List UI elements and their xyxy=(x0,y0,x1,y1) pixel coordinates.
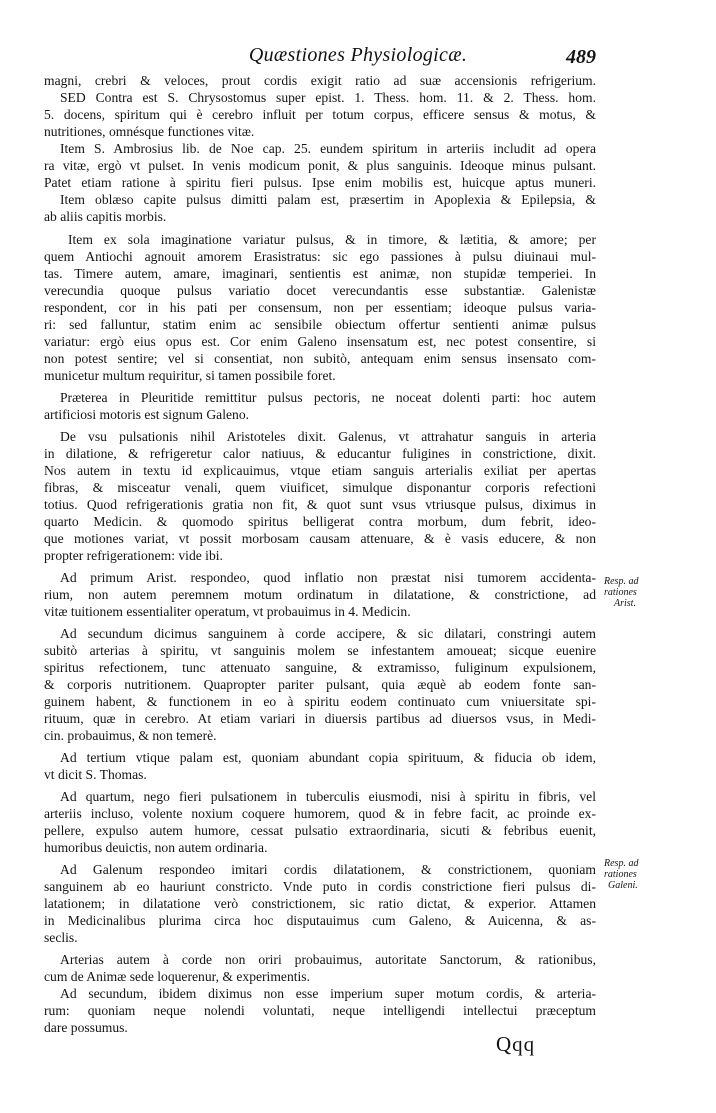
running-header: Quæstiones Physiologicæ. xyxy=(248,44,468,66)
text-line: Ad tertium vtique palam est, quoniam abundant copia spirituum, & fiducia ob idem, xyxy=(60,750,596,765)
text-line: Item S. Ambrosius lib. de Noe cap. 25. eundem spiritum in arteriis includit ad opera xyxy=(60,141,596,156)
text-line: variatur: ergò eius opus est. Cor enim Galeno insensatum est, nec potest consentire, si xyxy=(44,334,596,349)
text-line: Ad quartum, nego fieri pulsationem in tuberculis eiusmodi, nisi à spiritu in fibris, vel xyxy=(60,789,596,804)
text-line: Patet etiam ratione à spiritu fieri pulsus. Ipse enim mobilis est, huicque aptus muneri. xyxy=(44,175,596,190)
text-line: respondent, cor in his pati per consensum, non per essentiam; ideoque pulsus varia- xyxy=(44,300,596,315)
margin-note-line: Arist. xyxy=(614,598,636,609)
text-line: Ad primum Arist. respondeo, quod inflatio non præstat nisi tumorem accidenta- xyxy=(60,570,596,585)
text-line: artificiosi motoris est signum Galeno. xyxy=(44,407,250,422)
margin-note-galeni xyxy=(604,858,704,891)
text-line: que motiones variat, vt possit morbosam causam attenuare, & è vasis educere, & non xyxy=(44,531,596,546)
text-line: dare possumus. xyxy=(44,1020,128,1035)
text-line: latationem; in dilatatione verò constrictionem, sic ratio dictat, & experior. Attamen xyxy=(44,896,596,911)
signature-mark: Qqq xyxy=(496,1032,536,1056)
text-line: Ad Galenum respondeo imitari cordis dilatationem, & constrictionem, quoniam xyxy=(60,862,596,877)
text-line: seclis. xyxy=(44,930,78,945)
text-line: Ad secundum, ibidem diximus non esse imperium super motum cordis, & arteria- xyxy=(60,986,596,1001)
text-line: ra vitæ, ergò vt pulset. In venis modicum ponit, & plus sanguinis. Ideoque minus pulsant. xyxy=(44,158,596,173)
page-number: 489 xyxy=(566,46,596,68)
margin-note-arist xyxy=(604,576,704,609)
text-line: Ad secundum dicimus sanguinem à corde accipere, & sic dilatari, constringi autem xyxy=(60,626,596,641)
text-line: 5. docens, spiritum qui è cerebro influit per totum corpus, efficere sensus & motus, & xyxy=(44,107,596,122)
text-line: spiritus refectionem, tunc attenuato sanguine, & extramisso, fuliginum expulsionem, xyxy=(44,660,596,675)
text-line: Præterea in Pleuritide remittitur pulsus pectoris, ne noceat dolenti parti: hoc autem xyxy=(60,390,596,405)
text-line: non potest sentire; vel si consentiat, non subitò, antequam enim sensus insensato com- xyxy=(44,351,596,366)
text-line: vitæ tuitionem essentialiter operatum, vt probauimus in 4. Medicin. xyxy=(44,604,411,619)
text-line: Arterias autem à corde non oriri probauimus, autoritate Sanctorum, & rationibus, xyxy=(60,952,596,967)
text-line: SED Contra est S. Chrysostomus super epist. 1. Thess. hom. 11. & 2. Thess. hom. xyxy=(60,90,596,105)
text-line: ri: sed falluntur, statim enim ac sensibile obiectum offertur sentienti animæ pulsus xyxy=(44,317,596,332)
text-line: cin. probauimus, & non temerè. xyxy=(44,728,217,743)
text-line: Nos autem in textu id explicauimus, vtque etiam sanguis arterialis exiliat per apertas xyxy=(44,463,596,478)
text-line: in dilatione, & refrigeretur calor natiuus, & educantur fuligines in constrictione, dixit. xyxy=(44,446,596,461)
text-line: quem Antiochi agnouit amorem Erasistratus: sic ego passiones à pulsu diuinaui mul- xyxy=(44,249,596,264)
text-line: municetur multum requiritur, si tamen possibile foret. xyxy=(44,368,336,383)
text-line: sanguinem ab eo hauriunt constricto. Vnde puto in cordis constrictione fieri pulsus di- xyxy=(44,879,596,894)
margin-note-line: Galeni. xyxy=(608,880,638,891)
text-line: humoribus deuictis, non autem ordinaria. xyxy=(44,840,268,855)
text-line: nutritiones, omnésque functiones vitæ. xyxy=(44,124,255,139)
text-line: vt dicit S. Thomas. xyxy=(44,767,147,782)
text-line: ab aliis capitis morbis. xyxy=(44,209,167,224)
margin-note-line: rationes xyxy=(604,587,637,598)
text-line: subitò arterias à spiritu, vt sanguinis molem se infestantem amoueat; sicque euenire xyxy=(44,643,596,658)
text-line: tas. Timere autem, amare, imaginari, sentientis est animæ, non stupidæ temperiei. In xyxy=(44,266,596,281)
text-line: rium, non autem peremnem motum ordinatum in dilatatione, & constrictione, ad xyxy=(44,587,596,602)
text-line: rituum, quæ in cerebro. At etiam variari in diuersis partibus ad diuersos vsus, in Medi- xyxy=(44,711,596,726)
margin-note-line: rationes xyxy=(604,869,637,880)
text-line: guinem habent, & functionem in eo à spiritu eodem continuato cum vniuersitate spi- xyxy=(44,694,596,709)
text-line: & corporis nutritionem. Quapropter pariter pulsant, quia æquè ab eodem fonte san- xyxy=(44,677,596,692)
text-line: arteriis incluso, volente noxium coquere humorem, quod & in febre facit, ac proinde ex- xyxy=(44,806,596,821)
margin-note-line: Resp. ad xyxy=(604,576,639,587)
text-line: verecundia quoque pulsus variatio docet verecundantis esse substantiæ. Galenistæ xyxy=(44,283,596,298)
text-line: quarto Medicin. & quomodo spiritus belligerat contra morbum, dum febrit, ideo- xyxy=(44,514,596,529)
text-line: in Medicinalibus plurima circa hoc disputauimus cum Galeno, & Auicenna, & as- xyxy=(44,913,596,928)
text-line: cum de Animæ sede loquerenur, & experimentis. xyxy=(44,969,310,984)
text-line: propter refrigerationem: vide ibi. xyxy=(44,548,223,563)
text-line: pellere, expulso autem humore, cessat pulsatio extraordinaria, sicuti & febribus euenit, xyxy=(44,823,596,838)
text-line: totius. Quod refrigerationis gratia non fit, & quot sunt vsus vtriusque pulsus, diximus in xyxy=(44,497,596,512)
text-line: magni, crebri & veloces, prout cordis exigit ratio ad suæ accensionis refrigerium. xyxy=(44,73,596,88)
text-line: De vsu pulsationis nihil Aristoteles dixit. Galenus, vt attrahatur sanguis in arteria xyxy=(60,429,596,444)
margin-note-line: Resp. ad xyxy=(604,858,639,869)
text-line: fibras, & misceatur venali, quem viuificet, simulque disponantur corporis refectioni xyxy=(44,480,596,495)
text-line: Item ex sola imaginatione variatur pulsus, & in timore, & lætitia, & amore; per xyxy=(68,232,596,247)
text-line: Item oblæso capite pulsus dimitti palam est, præsertim in Apoplexia & Epilepsia, & xyxy=(60,192,596,207)
text-line: rum: quoniam neque nolendi voluntati, neque intelligendi intellectui præceptum xyxy=(44,1003,596,1018)
